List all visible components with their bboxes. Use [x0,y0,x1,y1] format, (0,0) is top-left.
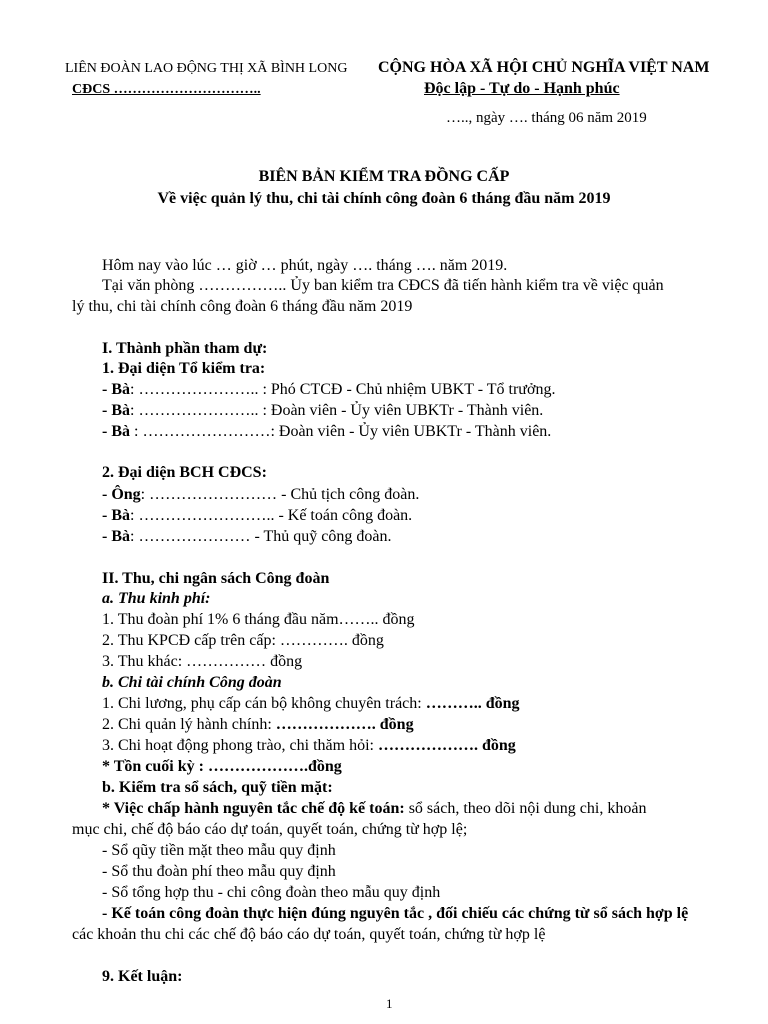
date-line: ….., ngày …. tháng 06 năm 2019 [446,110,647,126]
accountant-statement: - Kế toán công đoàn thực hiện đúng nguyên tắc , đối chiếu các chứng từ sổ sách hợp lệ [102,905,689,922]
intro-line-3: lý thu, chi tài chính công đoàn 6 tháng đầu năm 2019 [72,298,413,315]
revenue-item: 3. Thu khác: …………… đồng [102,653,303,670]
org-left: LIÊN ĐOÀN LAO ĐỘNG THỊ XÃ BÌNH LONG [65,61,348,76]
closing-balance: * Tồn cuối kỳ : ……………….đồng [102,758,342,775]
section-1-heading: I. Thành phần tham dự: [102,340,268,357]
expense-item: 1. Chi lương, phụ cấp cán bộ không chuyên trách: ……….. đồng [102,695,520,712]
book-item: - Sổ thu đoàn phí theo mẫu quy định [102,863,336,880]
page-number: 1 [386,996,393,1011]
accounting-compliance-cont: mục chi, chế độ báo cáo dự toán, quyết toán, chứng từ hợp lệ; [72,821,468,838]
revenue-heading: a. Thu kinh phí: [102,590,211,607]
conclusion-heading: 9. Kết luận: [102,968,183,985]
bch-item: - Bà: ………………… - Thủ quỹ công đoàn. [102,528,392,545]
section-1-sub1-heading: 1. Đại diện Tổ kiểm tra: [102,360,266,377]
revenue-item: 2. Thu KPCĐ cấp trên cấp: …………. đồng [102,632,384,649]
revenue-item: 1. Thu đoàn phí 1% 6 tháng đầu năm…….. đồng [102,611,415,628]
unit-left-text: CĐCS ………………………….. [72,82,261,97]
expense-item: 3. Chi hoạt động phong trào, chi thăm hỏi: ………………. đồng [102,737,516,754]
intro-line-1: Hôm nay vào lúc … giờ … phút, ngày …. tháng …. năm 2019. [102,257,508,274]
book-item: - Sổ qũy tiền mặt theo mẫu quy định [102,842,336,859]
expense-heading: b. Chi tài chính Công đoàn [102,674,282,691]
document-title: BIÊN BẢN KIỂM TRA ĐỒNG CẤP [258,168,510,185]
org-right: CỘNG HÒA XÃ HỘI CHỦ NGHĨA VIỆT NAM [378,59,710,76]
bch-item: - Ông: …………………… - Chủ tịch công đoàn. [102,486,420,503]
expense-item: 2. Chi quản lý hành chính: ………………. đồng [102,716,414,733]
inspector-item: - Bà : ……………………: Đoàn viên - Ủy viên UBKTr - Thành viên. [102,423,552,440]
accounting-compliance: * Việc chấp hành nguyên tắc chế độ kế toán: sổ sách, theo dõi nội dung chi, khoản [102,800,647,817]
section-2-heading: II. Thu, chi ngân sách Công đoàn [102,570,330,587]
intro-line-2: Tại văn phòng …………….. Ủy ban kiểm tra CĐCS đã tiến hành kiểm tra về việc quản [102,277,664,294]
section-1-sub2-heading: 2. Đại diện BCH CĐCS: [102,464,267,481]
book-item: - Sổ tổng hợp thu - chi công đoàn theo mẫu quy định [102,884,441,901]
motto: Độc lập - Tự do - Hạnh phúc [424,80,620,97]
inspector-item: - Bà: ………………….. : Đoàn viên - Ủy viên UBKTr - Thành viên. [102,402,544,419]
bch-item: - Bà: …………………….. - Kế toán công đoàn. [102,507,413,524]
books-check-heading: b. Kiểm tra sổ sách, quỹ tiền mặt: [102,779,333,796]
document-subtitle: Về việc quản lý thu, chi tài chính công đoàn 6 tháng đầu năm 2019 [157,190,611,207]
inspector-item: - Bà: ………………….. : Phó CTCĐ - Chủ nhiệm UBKT - Tổ trưởng. [102,381,556,398]
unit-left [72,82,261,98]
accountant-statement-cont: các khoản thu chi các chế độ báo cáo dự toán, quyết toán, chứng từ hợp lệ [72,926,546,943]
